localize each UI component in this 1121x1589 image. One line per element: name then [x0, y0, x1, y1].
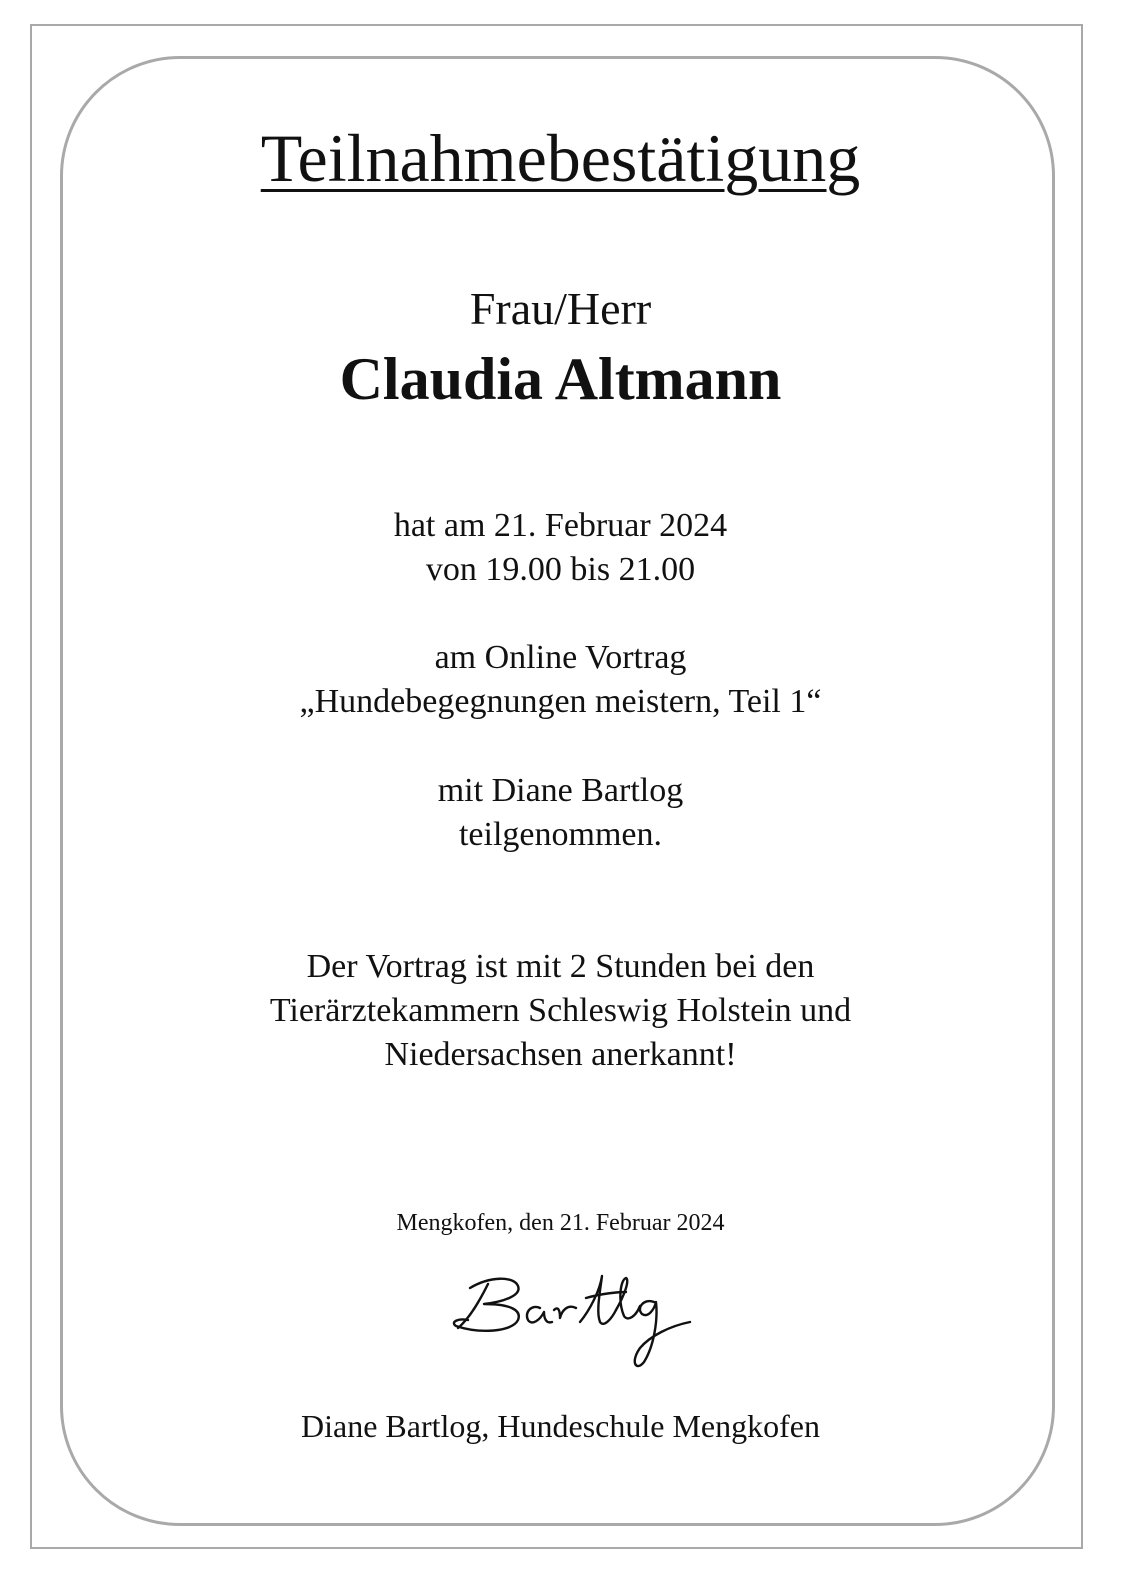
certificate-title-text: Teilnahmebestätigung — [260, 120, 861, 196]
time-line: von 19.00 bis 21.00 — [425, 551, 696, 588]
date-line: hat am 21. Februar 2024 — [393, 507, 728, 544]
handwritten-signature — [440, 1262, 700, 1377]
certificate-title — [0, 118, 1121, 198]
participant-name: Claudia Altmann — [339, 346, 782, 412]
recognition-line-3: Niedersachsen anerkannt! — [384, 1036, 737, 1073]
recognition-line-2: Tierärztekammern Schleswig Holstein und — [269, 992, 852, 1029]
speaker-line: mit Diane Bartlog — [437, 772, 684, 809]
salutation: Frau/Herr — [469, 283, 652, 334]
completion-line: teilgenommen. — [458, 816, 662, 853]
signer-name: Diane Bartlog, Hundeschule Mengkofen — [301, 1408, 820, 1444]
recognition-line-1: Der Vortrag ist mit 2 Stunden bei den — [306, 948, 815, 985]
place-date: Mengkofen, den 21. Februar 2024 — [396, 1210, 725, 1236]
event-title-line: „Hundebegegnungen meistern, Teil 1“ — [299, 683, 822, 720]
event-type-line: am Online Vortrag — [434, 639, 687, 676]
